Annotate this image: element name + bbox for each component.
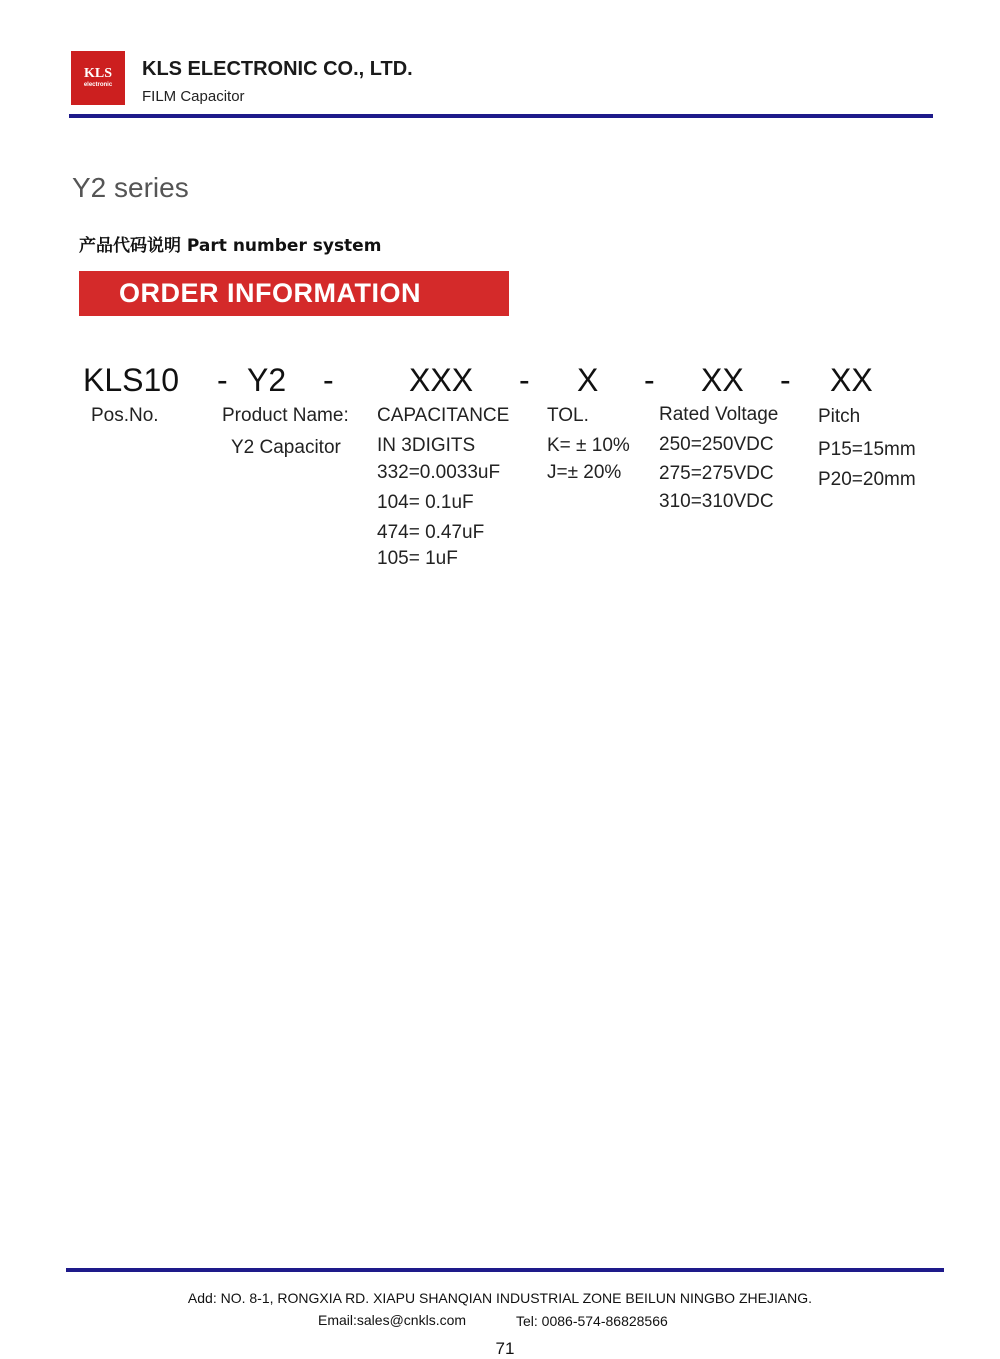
logo-subtext: electronic: [83, 82, 113, 88]
field-voltage-label: Rated Voltage: [659, 404, 779, 425]
part-number-system-heading: 产品代码说明 Part number system: [79, 236, 382, 256]
field-product-value: Y2 Capacitor: [231, 437, 341, 458]
logo-text: KLS: [83, 66, 112, 81]
code-separator: -: [519, 362, 530, 398]
capacitance-line: 104= 0.1uF: [377, 492, 474, 513]
capacitance-line: 105= 1uF: [377, 548, 458, 569]
field-product-label: Product Name:: [222, 405, 349, 426]
footer-telephone: Tel: 0086-574-86828566: [516, 1313, 668, 1329]
series-title: Y2 series: [72, 172, 189, 203]
code-separator: -: [780, 362, 791, 398]
field-tolerance-label: TOL.: [547, 405, 589, 426]
tolerance-line: J=± 20%: [547, 462, 622, 483]
tolerance-line: K= ± 10%: [547, 435, 630, 456]
code-product: Y2: [247, 362, 287, 398]
capacitance-line: 474= 0.47uF: [377, 522, 485, 543]
footer-address: Add: NO. 8-1, RONGXIA RD. XIAPU SHANQIAN INDUSTRIAL ZONE BEILUN NINGBO ZHEJIANG.: [187, 1290, 813, 1306]
code-separator: -: [323, 362, 334, 398]
capacitance-line: 332=0.0033uF: [377, 462, 501, 483]
footer-divider: [66, 1268, 944, 1272]
code-pitch: XX: [830, 362, 873, 398]
company-logo: [71, 51, 125, 105]
voltage-line: 310=310VDC: [659, 491, 774, 512]
code-pos: KLS10: [83, 362, 180, 398]
voltage-line: 250=250VDC: [659, 434, 774, 455]
code-separator: -: [217, 362, 228, 398]
company-name: KLS ELECTRONIC CO., LTD.: [142, 58, 413, 80]
code-separator: -: [644, 362, 655, 398]
field-pitch-label: Pitch: [818, 406, 861, 427]
code-voltage: XX: [701, 362, 744, 398]
header-divider: [69, 114, 933, 118]
product-category: FILM Capacitor: [142, 88, 245, 105]
capacitance-line: IN 3DIGITS: [377, 435, 476, 456]
page-number: 71: [495, 1339, 515, 1358]
footer-email: Email:sales@cnkls.com: [318, 1312, 467, 1328]
order-information-banner: [79, 271, 509, 316]
pitch-line: P20=20mm: [818, 469, 916, 490]
field-capacitance-label: CAPACITANCE: [377, 405, 510, 426]
pitch-line: P15=15mm: [818, 439, 916, 460]
field-pos-label: Pos.No.: [91, 405, 159, 426]
order-information-title: ORDER INFORMATION: [119, 278, 421, 308]
code-capacitance: XXX: [409, 362, 474, 398]
code-tolerance: X: [577, 362, 599, 398]
voltage-line: 275=275VDC: [659, 463, 774, 484]
